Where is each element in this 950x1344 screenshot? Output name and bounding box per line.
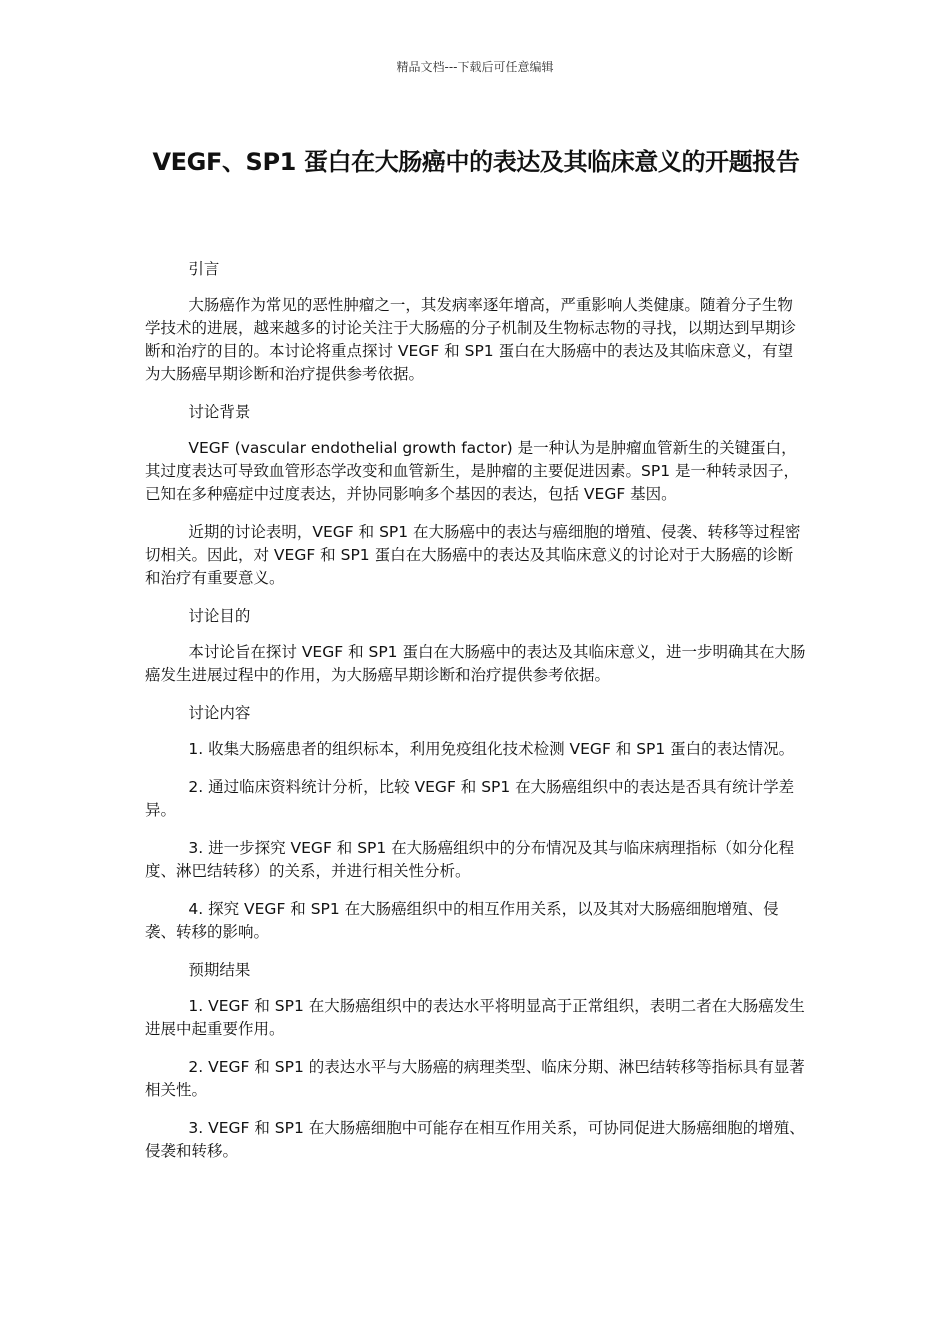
document-body [145, 258, 807, 1178]
list-item: 3. 进一步探究 VEGF 和 SP1 在大肠癌组织中的分布情况及其与临床病理指标（如分化程度、淋巴结转移）的关系，并进行相关性分析。 [145, 839, 795, 880]
page-watermark: 精品文档---下载后可任意编辑 [396, 60, 554, 74]
list-item: 4. 探究 VEGF 和 SP1 在大肠癌组织中的相互作用关系，以及其对大肠癌细胞增殖、侵袭、转移的影响。 [145, 900, 779, 941]
paragraph: 近期的讨论表明，VEGF 和 SP1 在大肠癌中的表达与癌细胞的增殖、侵袭、转移等过程密切相关。因此，对 VEGF 和 SP1 蛋白在大肠癌中的表达及其临床意义的讨论对于大肠癌的诊断和治疗有重要意义。 [145, 523, 801, 587]
section-heading-content: 讨论内容 [188, 704, 251, 722]
list-item: 2. 通过临床资料统计分析，比较 VEGF 和 SP1 在大肠癌组织中的表达是否具有统计学差异。 [145, 778, 795, 819]
paragraph: VEGF (vascular endothelial growth factor) 是一种认为是肿瘤血管新生的关键蛋白，其过度表达可导致血管形态学改变和血管新生，是肿瘤的主要促进因素。SP1 是一种转录因子，已知在多种癌症中过度表达，并协同影响多个基因的表达，包括 VEGF 基因。 [145, 439, 799, 503]
section-heading-expected-results: 预期结果 [188, 961, 251, 979]
paragraph: 本讨论旨在探讨 VEGF 和 SP1 蛋白在大肠癌中的表达及其临床意义，进一步明确其在大肠癌发生进展过程中的作用，为大肠癌早期诊断和治疗提供参考依据。 [145, 643, 806, 684]
section-heading-purpose: 讨论目的 [188, 607, 251, 625]
list-item: 2. VEGF 和 SP1 的表达水平与大肠癌的病理类型、临床分期、淋巴结转移等指标具有显著相关性。 [145, 1058, 805, 1099]
section-heading-intro: 引言 [188, 260, 220, 278]
document-title: VEGF、SP1 蛋白在大肠癌中的表达及其临床意义的开题报告 [152, 148, 800, 176]
section-heading-background: 讨论背景 [188, 403, 251, 421]
list-item: 1. 收集大肠癌患者的组织标本，利用免疫组化技术检测 VEGF 和 SP1 蛋白的表达情况。 [188, 740, 795, 758]
paragraph: 大肠癌作为常见的恶性肿瘤之一，其发病率逐年增高，严重影响人类健康。随着分子生物学技术的进展，越来越多的讨论关注于大肠癌的分子机制及生物标志物的寻找，以期达到早期诊断和治疗的目的。本讨论将重点探讨 VEGF 和 SP1 蛋白在大肠癌中的表达及其临床意义，有望为大肠癌早期诊断和治疗提供参考依据。 [145, 296, 797, 383]
list-item: 3. VEGF 和 SP1 在大肠癌细胞中可能存在相互作用关系，可协同促进大肠癌细胞的增殖、侵袭和转移。 [145, 1119, 805, 1160]
list-item: 1. VEGF 和 SP1 在大肠癌组织中的表达水平将明显高于正常组织，表明二者在大肠癌发生进展中起重要作用。 [145, 997, 805, 1038]
